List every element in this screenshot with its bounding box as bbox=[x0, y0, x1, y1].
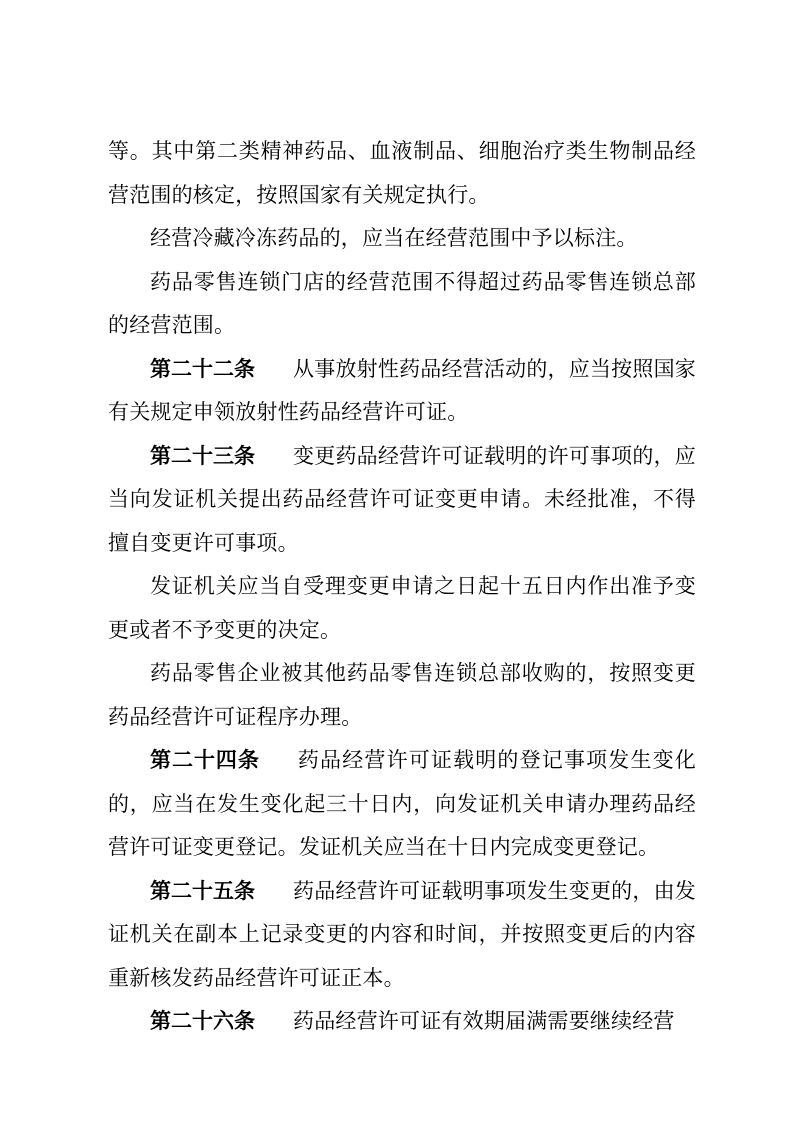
article-heading: 第二十四条 bbox=[150, 748, 260, 772]
paragraph-7 bbox=[108, 652, 696, 739]
article-heading: 第二十三条 bbox=[150, 443, 256, 468]
paragraph-1 bbox=[108, 130, 696, 217]
paragraph-2 bbox=[108, 217, 696, 261]
paragraph-text: 从事放射性药品经营活动的，应当按照国家有关规定申领放射性药品经营许可证。 bbox=[108, 356, 696, 424]
article-22 bbox=[108, 348, 696, 435]
paragraph-text: 药品经营许可证载明的登记事项发生变化的，应当在发生变化起三十日内，向发证机关申请办理药品经营许可证变更登记。发证机关应当在十日内完成变更登记。 bbox=[108, 748, 697, 859]
paragraph-6 bbox=[108, 565, 696, 652]
paragraph-text: 药品零售企业被其他药品零售连锁总部收购的，按照变更药品经营许可证程序办理。 bbox=[108, 661, 696, 729]
paragraph-text: 变更药品经营许可证载明的许可事项的，应当向发证机关提出药品经营许可证变更申请。未经批准，不得擅自变更许可事项。 bbox=[108, 443, 696, 555]
paragraph-text: 药品经营许可证载明事项发生变更的，由发证机关在副本上记录变更的内容和时间，并按照变更后的内容重新核发药品经营许可证正本。 bbox=[108, 878, 696, 990]
paragraph-3 bbox=[108, 261, 696, 348]
paragraph-text: 发证机关应当自受理变更申请之日起十五日内作出准予变更或者不予变更的决定。 bbox=[108, 574, 696, 642]
article-26 bbox=[108, 1000, 696, 1044]
document-body bbox=[108, 130, 696, 1044]
article-23 bbox=[108, 435, 696, 566]
article-heading: 第二十五条 bbox=[150, 878, 256, 903]
paragraph-text: 药品零售连锁门店的经营范围不得超过药品零售连锁总部的经营范围。 bbox=[108, 269, 696, 337]
article-25 bbox=[108, 870, 696, 1001]
paragraph-text: 等。其中第二类精神药品、血液制品、细胞治疗类生物制品经营范围的核定，按照国家有关规定执行。 bbox=[108, 139, 696, 207]
paragraph-text: 经营冷藏冷冻药品的，应当在经营范围中予以标注。 bbox=[150, 226, 638, 250]
article-24 bbox=[108, 739, 696, 870]
paragraph-text: 药品经营许可证有效期届满需要继续经营 bbox=[293, 1009, 675, 1033]
article-heading: 第二十六条 bbox=[150, 1009, 255, 1033]
article-heading: 第二十二条 bbox=[150, 356, 256, 381]
